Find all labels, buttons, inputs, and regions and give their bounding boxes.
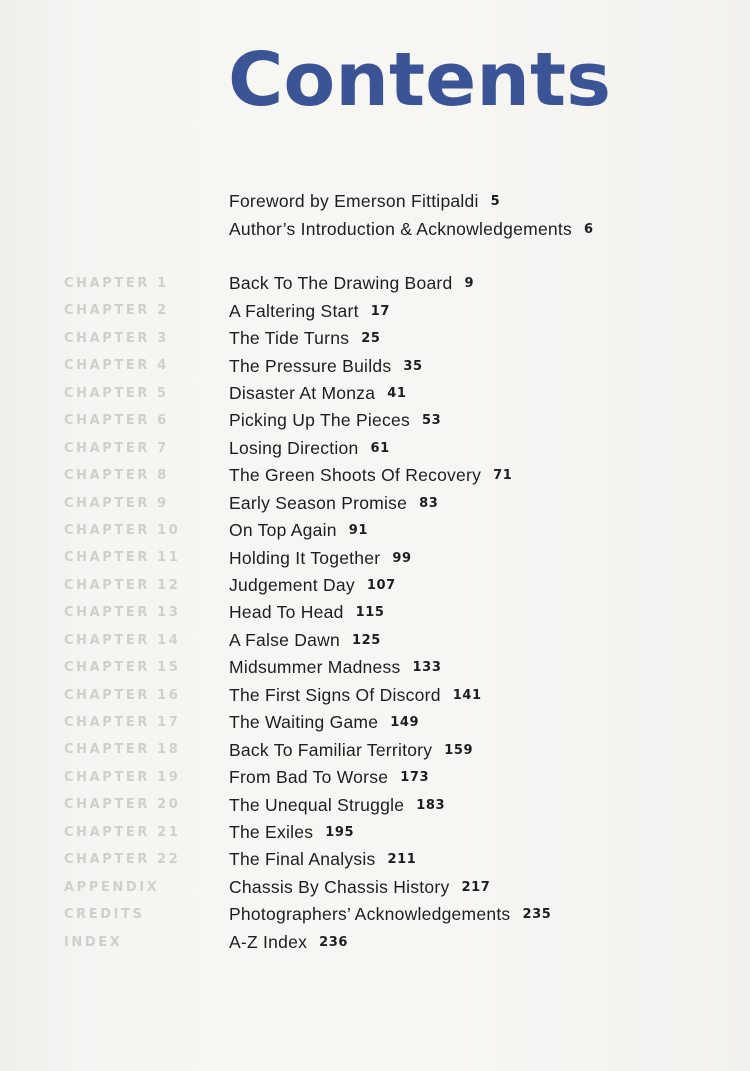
list-item[interactable]	[0, 462, 750, 489]
list-item[interactable]	[0, 490, 750, 517]
entry-page-number: 25	[361, 331, 381, 347]
entry-title: A-Z Index	[229, 931, 308, 952]
entry-page-number: 9	[464, 276, 475, 292]
list-item[interactable]	[0, 791, 750, 818]
entry-page-number: 211	[387, 852, 417, 868]
entry-title: The Green Shoots Of Recovery	[229, 465, 482, 486]
entry-page-number: 183	[416, 797, 446, 813]
entry-page-number: 91	[348, 523, 369, 539]
list-item[interactable]	[0, 297, 750, 324]
entry-title: On Top Again	[229, 520, 337, 541]
chapter-label: APPENDIX	[64, 879, 160, 895]
chapter-label: CHAPTER 3	[64, 330, 169, 346]
chapter-label: CHAPTER 17	[64, 715, 181, 730]
entry-page-number: 35	[403, 358, 423, 374]
chapter-label: CHAPTER 14	[64, 632, 181, 648]
entry-title: Disaster At Monza	[229, 382, 376, 403]
chapter-label: CHAPTER 19	[64, 769, 181, 785]
entry-title: The Unequal Struggle	[229, 794, 405, 815]
entry-page-number: 53	[422, 413, 442, 429]
list-item[interactable]	[0, 352, 750, 379]
entry-page-number: 6	[584, 221, 594, 237]
entry-page-number: 61	[370, 440, 390, 456]
chapter-label: CHAPTER 1	[64, 276, 169, 291]
list-item[interactable]	[0, 736, 750, 763]
entry-title: A Faltering Start	[229, 300, 359, 321]
chapter-label: CHAPTER 21	[64, 824, 181, 840]
list-item[interactable]	[0, 764, 750, 791]
entry-title: Chassis By Chassis History	[229, 876, 450, 897]
chapter-label: CREDITS	[64, 907, 145, 923]
entry-title: Judgement Day	[229, 575, 355, 596]
entry-page-number: 5	[490, 194, 501, 210]
chapter-list	[0, 270, 750, 956]
list-item[interactable]	[0, 846, 750, 873]
list-item[interactable]	[0, 435, 750, 462]
list-item[interactable]	[0, 709, 750, 736]
chapter-label: CHAPTER 6	[64, 413, 169, 429]
entry-page-number: 236	[319, 934, 349, 950]
list-item[interactable]	[0, 627, 750, 654]
page-title: Contents	[228, 37, 612, 123]
entry-title: Picking Up The Pieces	[229, 410, 410, 431]
entry-page-number: 235	[522, 907, 552, 923]
entry-page-number: 115	[355, 605, 385, 621]
list-item[interactable]	[0, 929, 750, 956]
chapter-label: CHAPTER 12	[64, 577, 181, 593]
chapter-label: CHAPTER 10	[64, 522, 181, 538]
entry-title: Photographers’ Acknowledgements	[229, 904, 511, 925]
entry-title: The First Signs Of Discord	[229, 684, 441, 705]
chapter-label: INDEX	[64, 934, 123, 950]
chapter-label: CHAPTER 22	[64, 852, 181, 868]
list-item[interactable]	[0, 682, 750, 709]
list-item[interactable]	[0, 874, 750, 901]
entry-title: Author’s Introduction & Acknowledgements	[229, 218, 573, 239]
entry-page-number: 195	[325, 824, 355, 840]
chapter-label: CHAPTER 8	[64, 468, 169, 484]
entry-title: A False Dawn	[229, 629, 340, 650]
list-item[interactable]	[0, 544, 750, 571]
entry-page-number: 173	[400, 770, 430, 786]
entry-page-number: 99	[392, 550, 412, 566]
entry-title: Back To Familiar Territory	[229, 739, 433, 760]
entry-title: The Final Analysis	[229, 849, 376, 870]
chapter-label: CHAPTER 18	[64, 742, 181, 758]
list-item[interactable]	[0, 819, 750, 846]
chapter-label: CHAPTER 20	[64, 797, 181, 813]
entry-page-number: 217	[461, 879, 491, 895]
chapter-label: CHAPTER 4	[64, 358, 169, 374]
entry-page-number: 83	[419, 495, 439, 511]
entry-title: The Exiles	[229, 821, 314, 842]
list-item[interactable]	[0, 407, 750, 434]
entry-title: Foreword by Emerson Fittipaldi	[229, 191, 479, 212]
list-item[interactable]	[229, 215, 594, 242]
entry-page-number: 71	[493, 468, 513, 484]
chapter-label: CHAPTER 9	[64, 495, 169, 511]
entry-title: From Bad To Worse	[229, 767, 389, 788]
list-item[interactable]	[0, 325, 750, 352]
entry-page-number: 125	[351, 632, 381, 648]
list-item[interactable]	[0, 380, 750, 407]
chapter-label: CHAPTER 7	[64, 440, 169, 456]
entry-page-number: 159	[444, 742, 474, 758]
entry-page-number: 149	[390, 715, 420, 731]
list-item[interactable]	[0, 572, 750, 599]
entry-page-number: 41	[387, 385, 407, 401]
entry-page-number: 133	[412, 660, 442, 676]
list-item[interactable]	[0, 270, 750, 297]
chapter-label: CHAPTER 2	[64, 303, 169, 319]
intro-list	[229, 188, 594, 243]
chapter-label: CHAPTER 13	[64, 605, 181, 621]
chapter-label: CHAPTER 11	[64, 550, 181, 566]
entry-title: Head To Head	[229, 602, 344, 623]
list-item[interactable]	[0, 901, 750, 928]
entry-title: The Tide Turns	[229, 328, 350, 349]
entry-title: Losing Direction	[229, 437, 359, 458]
entry-page-number: 107	[366, 578, 396, 594]
chapter-label: CHAPTER 5	[64, 385, 169, 401]
list-item[interactable]	[0, 599, 750, 626]
chapter-label: CHAPTER 16	[64, 687, 181, 703]
entry-title: Early Season Promise	[229, 492, 408, 513]
list-item[interactable]	[0, 517, 750, 544]
chapter-label: CHAPTER 15	[64, 660, 181, 676]
entry-title: The Waiting Game	[229, 712, 379, 733]
entry-title: Holding It Together	[229, 547, 381, 568]
entry-title: Midsummer Madness	[229, 657, 401, 678]
entry-page-number: 141	[452, 687, 482, 703]
entry-title: Back To The Drawing Board	[229, 273, 453, 294]
list-item[interactable]	[229, 188, 594, 215]
entry-title: The Pressure Builds	[229, 355, 392, 376]
entry-page-number: 17	[370, 303, 391, 319]
list-item[interactable]	[0, 654, 750, 681]
